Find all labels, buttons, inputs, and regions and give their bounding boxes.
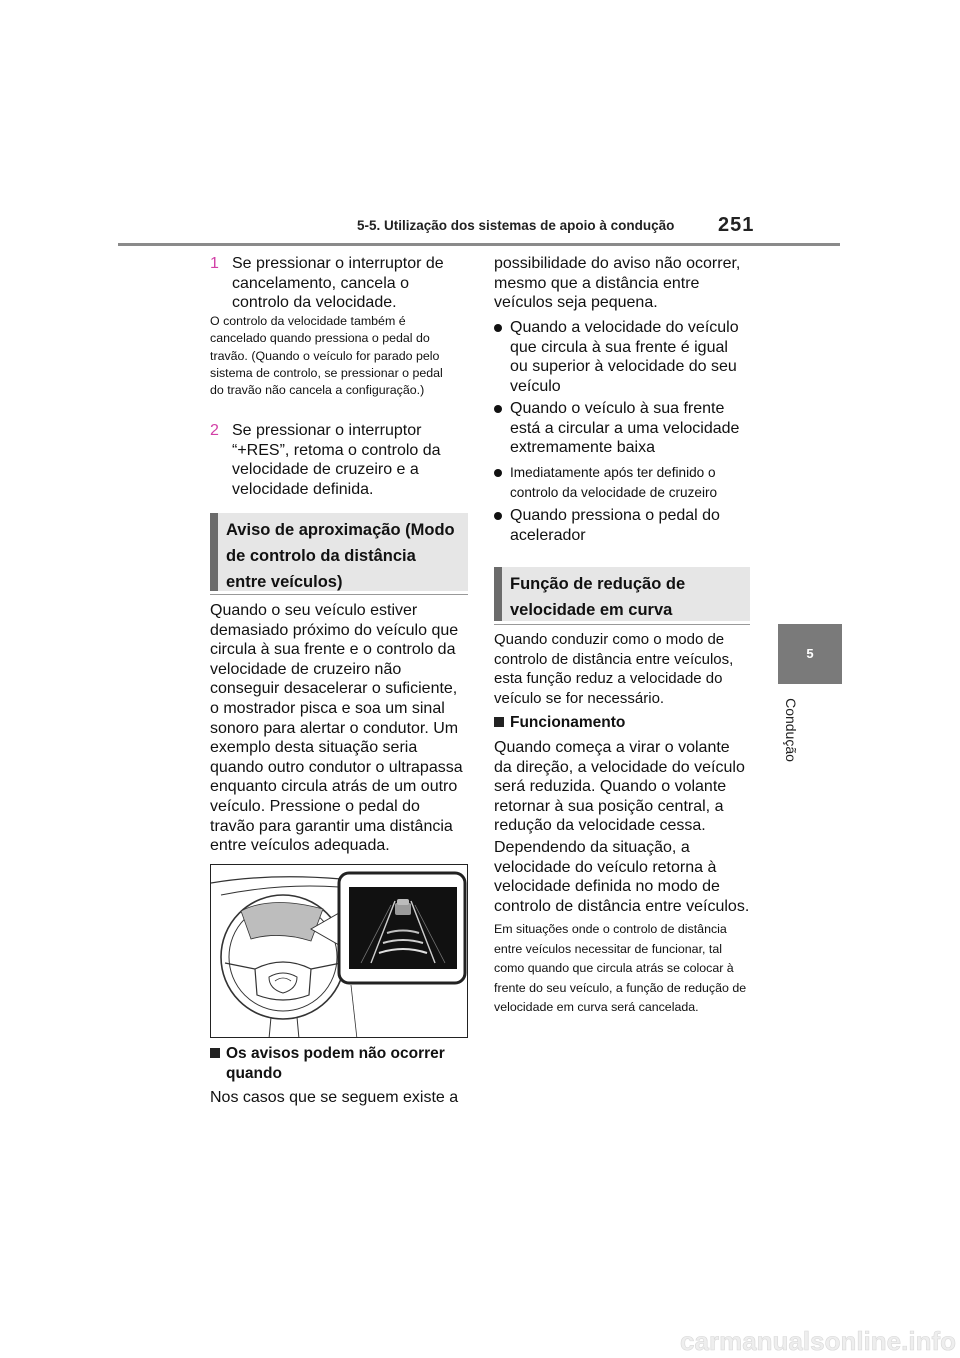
paragraph-continuation-left: Nos casos que se seguem existe a	[210, 1089, 459, 1106]
bullet-item-4-text: Quando pressiona o pedal do acelerador	[510, 507, 720, 544]
chapter-label	[776, 690, 806, 770]
dashboard-illustration	[211, 865, 468, 1038]
chapter-label-text: Condução	[783, 698, 800, 762]
bullet-item-2	[494, 399, 750, 458]
step-1-number: 1	[210, 255, 219, 272]
paragraph-approach-warning: Quando o seu veículo estiver demasiado próximo do veículo que circula à sua frente e o controlo da velocidade de cruzeiro não conseguir desacelerar o suficiente, o mostrador pisca e soa um sinal sonoro para alertar o condutor. Um exemplo desta situação seria quando outro condutor o ultrapassa enquanto circula atrás de um outro veículo. Pressione o pedal do travão para garantir uma distância entre veículos adequada.	[210, 602, 463, 855]
square-bullet-icon	[210, 1044, 226, 1083]
bullet-item-4	[494, 506, 750, 545]
paragraph-speed-return: Dependendo da situação, a velocidade do veículo retorna à velocidade definida no modo de controlo de distância entre veículos.	[494, 839, 750, 915]
note-cancel-brake: O controlo da velocidade também é cancelado quando pressiona o pedal do travão. (Quando o veículo for parado pelo sistema de controlo, se pressionar o pedal do travão não cancela a configuração.)	[210, 314, 443, 398]
subheading-warnings-text: Os avisos podem não ocorrer quando	[226, 1045, 445, 1082]
square-bullet-icon	[494, 713, 510, 733]
subheading-warnings-not-occur	[210, 1044, 468, 1083]
page-number: 251	[718, 214, 755, 236]
bullet-dot-icon	[494, 506, 510, 545]
heading-approach-warning: Aviso de aproximação (Modo de controlo da distância entre veículos)	[210, 513, 468, 591]
paragraph-operation: Quando começa a virar o volante da direção, a velocidade do veículo será reduzida. Quando o volante retornar à sua posição central, a redução da velocidade cessa.	[494, 739, 745, 835]
subheading-operation	[494, 713, 750, 733]
bullet-item-2-text: Quando o veículo à sua frente está a circular a uma velocidade extremamente baixa	[510, 400, 740, 457]
section-title: 5-5. Utilização dos sistemas de apoio à condução	[357, 218, 675, 233]
heading-rule-right	[494, 624, 750, 625]
bullet-item-1	[494, 318, 750, 396]
heading-rule-left	[210, 594, 468, 595]
chapter-tab: 5	[778, 624, 842, 684]
header-rule	[118, 243, 840, 246]
paragraph-curve-function: Quando conduzir como o modo de controlo de distância entre veículos, esta função reduz a velocidade do veículo se for necessário.	[494, 631, 734, 707]
step-2-text: Se pressionar o interruptor “+RES”, retoma o controlo da velocidade de cruzeiro e a velocidade definida.	[232, 422, 441, 498]
watermark-text: carmanualsonline.info	[680, 1326, 956, 1356]
bullet-dot-icon	[494, 318, 510, 396]
bullet-dot-icon	[494, 399, 510, 458]
bullet-item-3	[494, 463, 750, 502]
subheading-operation-text: Funcionamento	[510, 714, 626, 731]
step-2-number: 2	[210, 422, 219, 439]
bullet-dot-icon	[494, 463, 510, 502]
paragraph-continuation-right: possibilidade do aviso não ocorrer, mesmo que a distância entre veículos seja pequena.	[494, 255, 741, 312]
heading-curve-speed-reduction: Função de redução de velocidade em curva	[494, 567, 750, 621]
bullet-item-3-text: Imediatamente após ter definido o controlo da velocidade de cruzeiro	[510, 465, 718, 500]
step-2	[210, 421, 468, 499]
step-1-text: Se pressionar o interruptor de cancelamento, cancela o controlo da velocidade.	[232, 255, 444, 312]
watermark-logo	[556, 1320, 960, 1358]
step-1	[210, 254, 468, 313]
bullet-item-1-text: Quando a velocidade do veículo que circula à sua frente é igual ou superior à velocidade do seu veículo	[510, 319, 739, 395]
note-curve-cancel: Em situações onde o controlo de distância entre veículos necessitar de funcionar, tal como quando que circula atrás se colocar à frente do seu veículo, a função de redução de velocidade em curva será cancelada.	[494, 922, 747, 1015]
figure-multi-info-display	[210, 864, 468, 1038]
